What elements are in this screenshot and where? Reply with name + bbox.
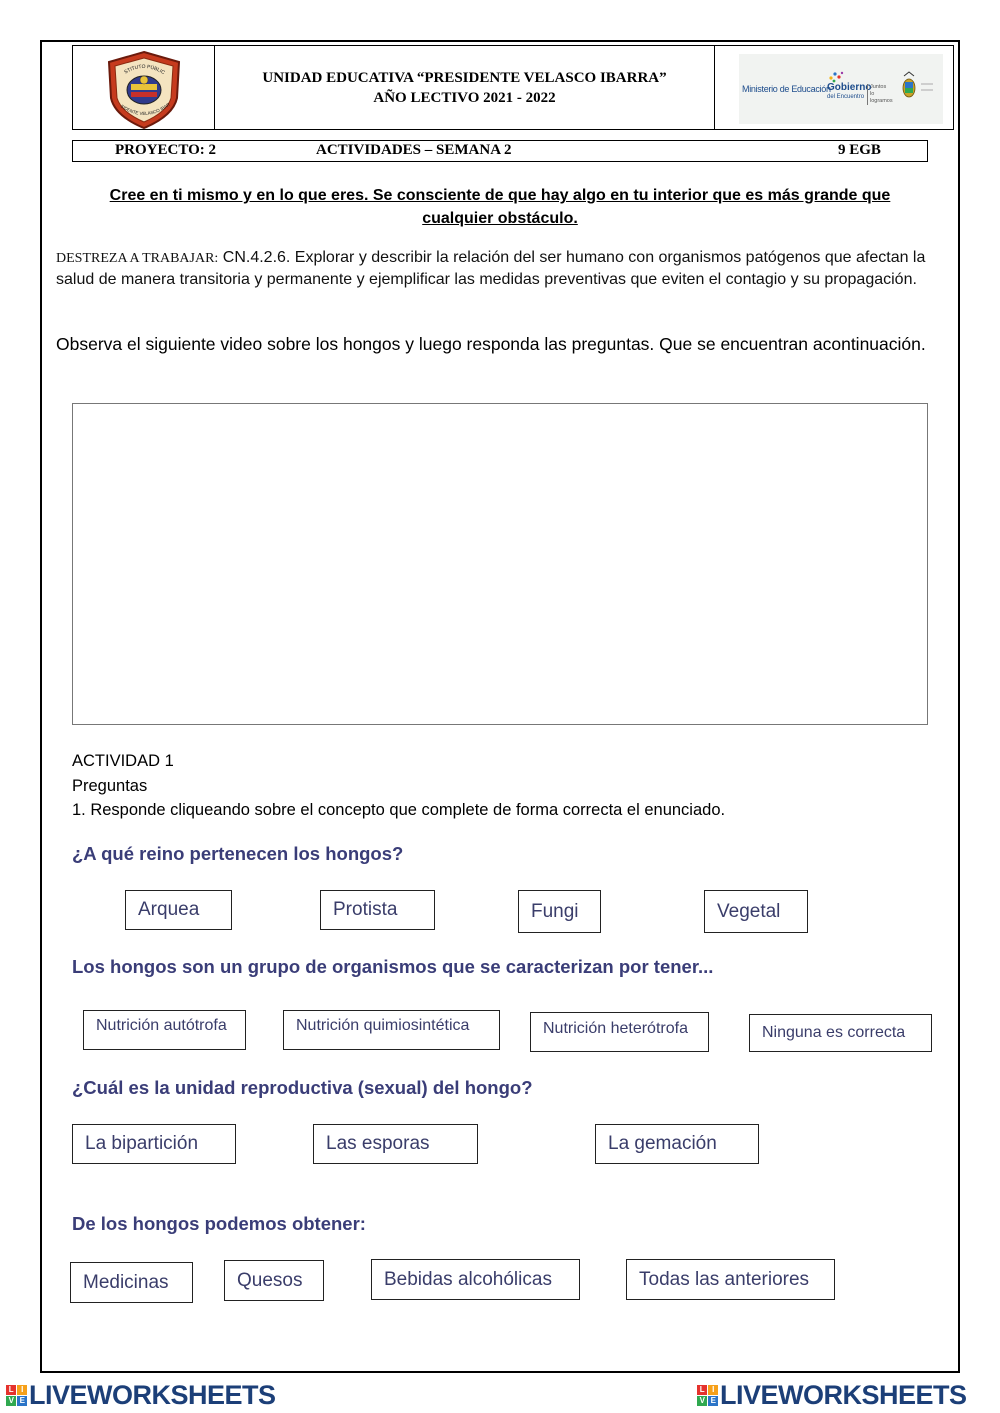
motto-line-1: Cree en ti mismo y en lo que eres. Se consciente de que hay algo en tu interior que es más grande que	[109, 187, 891, 204]
skill-text: CN.4.2.6. Explorar y describir la relación del ser humano con organismos patógenos que afectan la salud de manera transitoria y permanente y ejemplificar las medidas preventivas que eviten el contagio y su propagación.	[56, 249, 926, 288]
government-title: Gobierno	[827, 82, 872, 93]
activity-prompt: 1. Responde cliqueando sobre el concepto que complete de forma correcta el enunciado.	[72, 801, 726, 819]
activity-subtitle: Preguntas	[72, 776, 148, 795]
crest-bottom-text: SIDENTE VELASCO IBAR	[119, 101, 171, 117]
liveworksheets-brand-right	[697, 1380, 967, 1411]
video-embed-area[interactable]	[72, 403, 928, 725]
activities-week: ACTIVIDADES – SEMANA 2	[316, 142, 512, 158]
answer-option[interactable]: La bipartición	[72, 1124, 236, 1164]
answer-option[interactable]: Nutrición heterótrofa	[530, 1012, 709, 1052]
liveworksheets-icon-letter: V	[6, 1396, 16, 1406]
liveworksheets-icon-letter: L	[697, 1385, 707, 1395]
liveworksheets-icon-letter: E	[17, 1396, 27, 1406]
answer-option[interactable]: Fungi	[518, 890, 601, 933]
government-subtitle: del Encuentro	[827, 94, 865, 100]
liveworksheets-icon-letter: E	[708, 1396, 718, 1406]
video-instruction: Observa el siguiente video sobre los hongos y luego responda las preguntas. Que se encuentran acontinuación.	[56, 334, 926, 354]
activity-heading	[72, 749, 725, 823]
question-2: Los hongos son un grupo de organismos que se caracterizan por tener...	[72, 956, 714, 977]
ministry-logo	[739, 54, 943, 124]
liveworksheets-icon-letter: I	[17, 1385, 27, 1395]
crest-top-text: STITUTO PÚBLIC	[123, 63, 166, 77]
liveworksheets-text: LIVEWORKSHEETS	[720, 1380, 967, 1410]
answer-option[interactable]: Arquea	[125, 890, 232, 930]
question-1: ¿A qué reino pertenecen los hongos?	[72, 843, 404, 864]
ecuador-coat-of-arms-icon	[899, 68, 939, 108]
school-year: AÑO LECTIVO 2021 - 2022	[373, 89, 556, 106]
government-slogan-line2: lo logramos	[870, 91, 893, 104]
answer-option[interactable]: Quesos	[224, 1260, 324, 1301]
ministry-logo-cell	[715, 46, 953, 129]
project-row	[72, 140, 928, 162]
answer-option[interactable]: Bebidas alcohólicas	[371, 1259, 580, 1300]
answer-option[interactable]: Nutrición quimiosintética	[283, 1010, 500, 1050]
liveworksheets-icon-letter: L	[6, 1385, 16, 1395]
liveworksheets-icon-letter: V	[697, 1396, 707, 1406]
answer-option[interactable]: Medicinas	[70, 1262, 193, 1303]
government-logo	[823, 70, 895, 106]
liveworksheets-brand-left	[6, 1380, 276, 1411]
school-crest	[73, 46, 215, 129]
liveworksheets-text: LIVEWORKSHEETS	[29, 1380, 276, 1410]
answer-option[interactable]: Vegetal	[704, 890, 808, 933]
answer-option[interactable]: La gemación	[595, 1124, 759, 1164]
government-slogan	[867, 84, 895, 105]
skill-label: DESTREZA A TRABAJAR:	[56, 251, 219, 266]
school-title	[215, 46, 715, 129]
motto-line-2: cualquier obstáculo.	[422, 210, 578, 227]
government-slogan-line1: Juntos	[870, 84, 887, 90]
answer-option[interactable]: Ninguna es correcta	[749, 1014, 932, 1052]
answer-option[interactable]: Todas las anteriores	[626, 1259, 835, 1300]
skill-description	[56, 247, 941, 290]
activity-title: ACTIVIDAD 1	[72, 752, 174, 770]
project-number: PROYECTO: 2	[115, 142, 216, 158]
answer-option[interactable]: Nutrición autótrofa	[83, 1010, 246, 1050]
school-crest-icon	[73, 46, 215, 131]
answer-option[interactable]: Protista	[320, 890, 435, 930]
question-3: ¿Cuál es la unidad reproductiva (sexual) del hongo?	[72, 1077, 533, 1098]
motto	[72, 184, 928, 230]
grade-level: 9 EGB	[838, 142, 881, 158]
answer-option[interactable]: Las esporas	[313, 1124, 478, 1164]
liveworksheets-icon	[6, 1385, 27, 1406]
liveworksheets-icon	[697, 1385, 718, 1406]
school-name: UNIDAD EDUCATIVA “PRESIDENTE VELASCO IBARRA”	[262, 69, 667, 86]
question-4: De los hongos podemos obtener:	[72, 1213, 366, 1234]
ministry-text: Ministerio de Educación	[742, 84, 831, 94]
header-table	[72, 45, 954, 130]
liveworksheets-icon-letter: I	[708, 1385, 718, 1395]
